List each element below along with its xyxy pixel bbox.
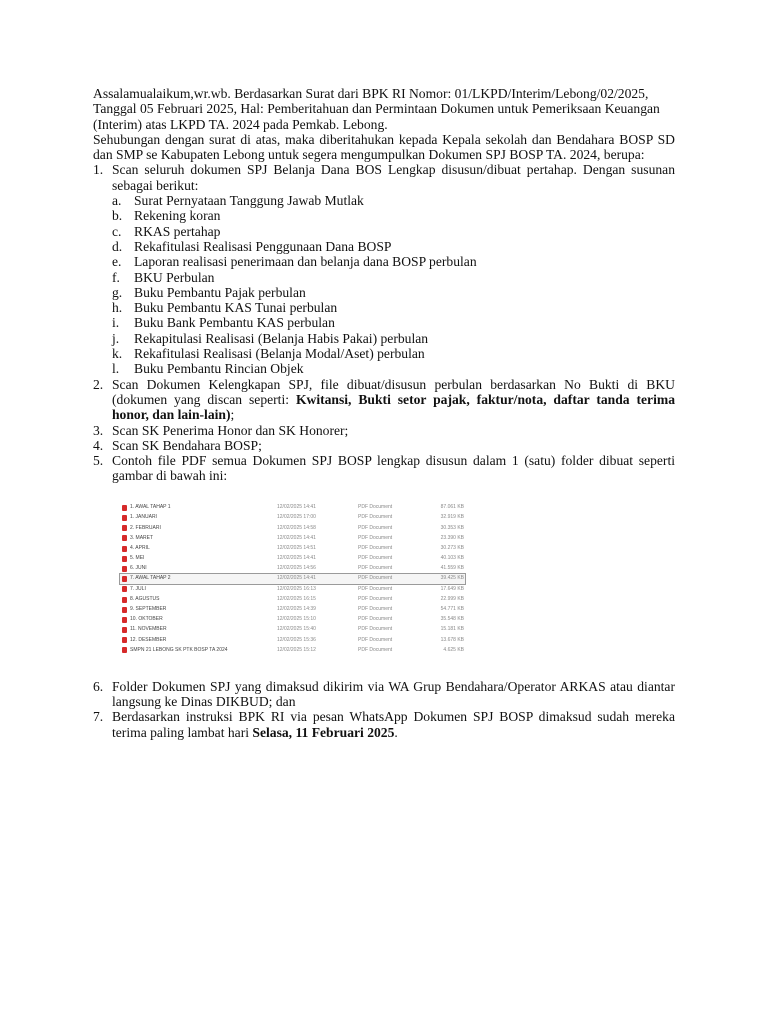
pdf-file-icon [122,637,127,643]
intro-paragraph-2: Sehubungan dengan surat di atas, maka diberitahukan kepada Kepala sekolah dan Bendahara BOSP SD dan SMP se Kabupaten Lebong untuk segera mengumpulkan Dokumen SPJ BOSP TA. 2024, berupa: [93,131,675,163]
list-item-text [112,377,675,423]
sub-list-letter: e. [112,254,122,270]
pdf-file-icon [122,505,127,511]
file-name: SMPN 21 LEBONG SK PTK BOSP TA 2024 [130,646,228,653]
file-row [120,645,465,655]
file-date: 12/02/2025 17:00 [277,514,316,521]
sub-list-item [112,208,675,223]
list-item-text [112,709,675,740]
sub-list-item [112,224,675,239]
pdf-file-icon [122,556,127,562]
file-date: 12/02/2025 14:56 [277,565,316,572]
document-page [93,86,675,740]
list-item-text: Scan SK Penerima Honor dan SK Honorer; [112,422,349,438]
sub-list-item [112,300,675,315]
file-size: 32.919 KB [440,514,464,521]
text-part: . [394,724,398,740]
sub-list-letter: k. [112,346,123,362]
file-type: PDF Document [358,534,393,541]
list-number: 1. [93,162,104,178]
file-date: 12/02/2025 14:41 [277,575,316,582]
file-name: 8. AGUSTUS [130,595,160,602]
intro-paragraph-1: Assalamualaikum,wr.wb. Berdasarkan Surat dari BPK RI Nomor: 01/LKPD/Interim/Lebong/02/2025, Tanggal 05 Februari 2025, Hal: Pemberitahuan dan Permintaan Dokumen untuk Pemeriksaan Keuangan (Interim) atas LKPD TA. 2024 pada Pemkab. Lebong. [93,86,660,132]
file-date: 12/02/2025 14:58 [277,524,316,531]
pdf-file-icon [122,525,127,531]
list-item-text: Scan seluruh dokumen SPJ Belanja Dana BOS Lengkap disusun/dibuat pertahap. Dengan susunan sebagai berikut: [112,162,675,193]
file-date: 12/02/2025 15:12 [277,646,316,653]
sub-list-letter: a. [112,193,122,209]
file-type: PDF Document [358,575,393,582]
list-number: 5. [93,453,104,469]
file-type: PDF Document [358,616,393,623]
sub-list-text: Buku Bank Pembantu KAS perbulan [134,315,335,331]
list-number: 6. [93,678,104,694]
sub-list-item [112,285,675,300]
pdf-file-icon [122,576,127,582]
sub-list-item [112,346,675,361]
pdf-file-icon [122,515,127,521]
list-item-6 [93,679,675,710]
pdf-file-icon [122,627,127,633]
sub-list [112,193,675,377]
file-name: 6. JUNI [130,565,147,572]
file-date: 12/02/2025 15:10 [277,616,316,623]
file-type: PDF Document [358,595,393,602]
list-item-7 [93,709,675,740]
pdf-file-icon [122,546,127,552]
text-part: Scan Dokumen Kelengkapan SPJ, file dibuat/disusun perbulan berdasarkan No Bukti di BKU (dokumen yang discan seperti: [112,376,675,407]
list-item-2 [93,377,675,423]
file-date: 12/02/2025 14:41 [277,504,316,511]
file-name: 1. JANUARI [130,514,157,521]
list-number: 7. [93,709,104,725]
sub-list-letter: b. [112,208,123,224]
sub-list-text: Buku Pembantu Rincian Objek [134,361,304,377]
file-size: 15.181 KB [440,626,464,633]
sub-list-text: Surat Pernyataan Tanggung Jawab Mutlak [134,193,364,209]
file-type: PDF Document [358,504,393,511]
sub-list-text: Rekafitulasi Realisasi Penggunaan Dana BOSP [134,238,392,254]
sub-list-letter: h. [112,300,123,316]
file-type: PDF Document [358,626,393,633]
sub-list-letter: i. [112,315,120,331]
pdf-file-icon [122,586,127,592]
file-type: PDF Document [358,555,393,562]
file-size: 17.649 KB [440,585,464,592]
pdf-file-icon [122,566,127,572]
list-number: 4. [93,437,104,453]
list-item-text: Folder Dokumen SPJ yang dimaksud dikirim via WA Grup Bendahara/Operator ARKAS atau diantar langsung ke Dinas DIKBUD; dan [112,678,675,710]
list-item-5 [93,453,675,484]
list-number: 2. [93,376,104,392]
file-type: PDF Document [358,585,393,592]
sub-list-text: Rekapitulasi Realisasi (Belanja Habis Pakai) perbulan [134,330,429,346]
file-name: 3. MARET [130,534,154,541]
file-date: 12/02/2025 15:40 [277,626,316,633]
file-name: 12. DESEMBER [130,636,167,643]
sub-list-letter: d. [112,238,123,254]
file-type: PDF Document [358,524,393,531]
sub-list-letter: g. [112,284,123,300]
sub-list-letter: f. [112,269,120,285]
sub-list-item [112,239,675,254]
sub-list-item [112,270,675,285]
file-size: 30.353 KB [440,524,464,531]
text-part: ; [230,407,235,423]
file-size: 13.678 KB [440,636,464,643]
sub-list-letter: j. [112,330,120,346]
file-name: 11. NOVEMBER [130,626,167,633]
file-name: 10. OKTOBER [130,616,163,623]
file-type: PDF Document [358,565,393,572]
bold-deadline: Selasa, 11 Februari 2025 [252,724,395,740]
sub-list-item [112,331,675,346]
file-name: 5. MEI [130,555,145,562]
sub-list-item [112,361,675,376]
pdf-file-icon [122,607,127,613]
file-size: 40.103 KB [440,555,464,562]
file-name: 2. FEBRUARI [130,524,161,531]
text-part: Berdasarkan instruksi BPK RI via pesan WhatsApp Dokumen SPJ BOSP dimaksud sudah mereka terima paling lambat hari [112,709,675,740]
bold-text: Kwitansi, Bukti setor pajak, faktur/nota, daftar tanda terima honor, dan lain-lain) [112,391,675,423]
pdf-file-icon [122,597,127,603]
sub-list-text: Rekafitulasi Realisasi (Belanja Modal/Aset) perbulan [134,346,425,362]
sub-list-text: Laporan realisasi penerimaan dan belanja dana BOSP perbulan [134,254,477,270]
file-type: PDF Document [358,544,393,551]
file-date: 12/02/2025 14:51 [277,544,316,551]
file-size: 54.771 KB [440,606,464,613]
pdf-file-icon [122,617,127,623]
file-size: 41.559 KB [440,565,464,572]
file-date: 12/02/2025 16:15 [277,595,316,602]
file-type: PDF Document [358,514,393,521]
sub-list-text: RKAS pertahap [134,223,221,239]
file-size: 30.273 KB [440,544,464,551]
file-name: 9. SEPTEMBER [130,606,167,613]
sub-list-item [112,315,675,330]
sub-list-item [112,193,675,208]
file-date: 12/02/2025 15:36 [277,636,316,643]
file-size: 87.061 KB [440,504,464,511]
list-item-3 [93,423,675,438]
file-name: 1. AWAL TAHAP 1 [130,504,171,511]
pdf-file-icon [122,535,127,541]
file-name: 4. APRIL [130,544,150,551]
file-size: 35.548 KB [440,616,464,623]
file-size: 4.625 KB [443,646,464,653]
sub-list-text: Buku Pembantu Pajak perbulan [134,284,306,300]
file-name: 7. JULI [130,585,146,592]
file-date: 12/02/2025 16:13 [277,585,316,592]
pdf-file-icon [122,647,127,653]
list-number: 3. [93,422,104,438]
sub-list-text: BKU Perbulan [134,269,215,285]
list-item-4 [93,438,675,453]
sub-list-text: Buku Pembantu KAS Tunai perbulan [134,300,338,316]
sub-list-letter: l. [112,361,120,377]
list-item-text: Scan SK Bendahara BOSP; [112,437,262,453]
file-list-screenshot [120,503,465,657]
file-type: PDF Document [358,606,393,613]
file-date: 12/02/2025 14:41 [277,534,316,541]
file-size: 23.390 KB [440,534,464,541]
file-size: 22.999 KB [440,595,464,602]
file-date: 12/02/2025 14:41 [277,555,316,562]
file-date: 12/02/2025 14:39 [277,606,316,613]
sub-list-item [112,254,675,269]
file-type: PDF Document [358,646,393,653]
list-item-1 [93,162,675,376]
sub-list-text: Rekening koran [134,208,221,224]
file-size: 39.425 KB [440,575,464,582]
sub-list-letter: c. [112,223,122,239]
list-item-text: Contoh file PDF semua Dokumen SPJ BOSP lengkap disusun dalam 1 (satu) folder dibuat seperti gambar di bawah ini: [112,453,675,484]
file-name: 7. AWAL TAHAP 2 [130,575,171,582]
requirements-list [93,162,675,739]
file-type: PDF Document [358,636,393,643]
